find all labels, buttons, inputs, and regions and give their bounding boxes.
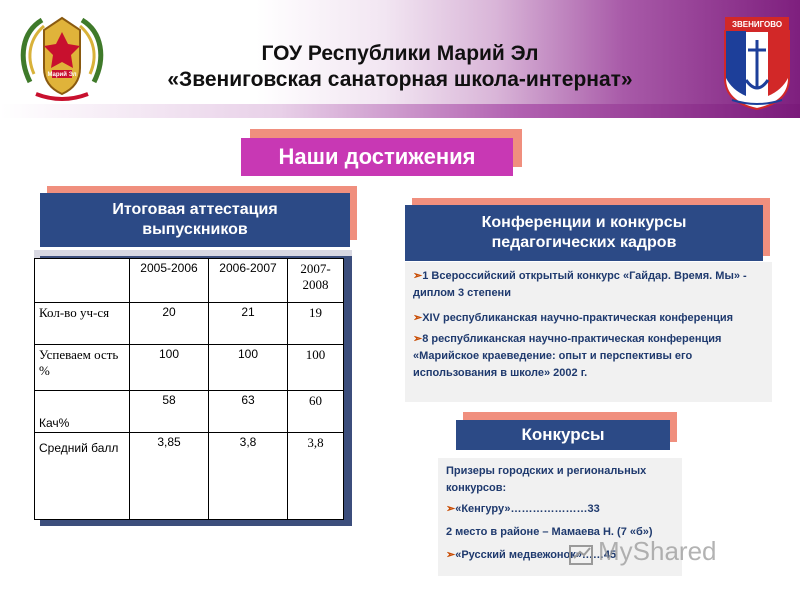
table-row (35, 303, 344, 345)
arrow-bullet-icon: ➢ (446, 549, 456, 562)
arrow-bullet-icon: ➢ (413, 312, 423, 325)
header-title-line2: «Звениговская санаторная школа-интернат» (167, 68, 633, 91)
conferences-heading: Конференции и конкурсы педагогических кадров (405, 205, 763, 261)
table-corner-cell (35, 259, 130, 303)
table-cell: 3,8 (209, 433, 288, 520)
table-cell: 100 (209, 345, 288, 391)
header-title-line1: ГОУ Республики Марий Эл (261, 42, 539, 65)
header-banner (0, 0, 800, 118)
table-cell: 19 (288, 303, 344, 345)
table-cell: 3,85 (130, 433, 209, 520)
table-cell: 60 (288, 391, 344, 433)
city-coat-of-arms (724, 16, 790, 110)
table-row (35, 391, 344, 433)
row-label: Средний балл (35, 433, 130, 520)
contests-intro: Призеры городских и региональных конкурсов: (446, 465, 647, 495)
conference-item: ➢XIV республиканская научно-практическая конференция (413, 312, 734, 325)
column-header: 2006-2007 (209, 259, 288, 303)
contest-item: ➢«Кенгуру»…………………33 (446, 503, 600, 516)
table-cell: 100 (130, 345, 209, 391)
arrow-bullet-icon: ➢ (413, 333, 423, 346)
column-header: 2005-2006 (130, 259, 209, 303)
arrow-bullet-icon: ➢ (446, 503, 456, 516)
conference-item: ➢1 Всероссийский открытый конкурс «Гайдар. Время. Мы» - диплом 3 степени (413, 270, 747, 300)
arms-caption: ЗВЕНИГОВО (731, 20, 783, 29)
row-label: Кач% (35, 391, 130, 433)
table-cell: 58 (130, 391, 209, 433)
table-cell: 100 (288, 345, 344, 391)
contest-item: ➢«Русский медвежонок»……45 (446, 549, 617, 562)
contest-place: 2 место в районе – Мамаева Н. (7 «б») (446, 526, 653, 539)
republic-emblem (16, 12, 108, 104)
table-cell: 3,8 (288, 433, 344, 520)
arrow-bullet-icon: ➢ (413, 270, 423, 282)
column-header: 2007-2008 (288, 259, 344, 303)
attestation-table (34, 258, 344, 520)
table-header-row (35, 259, 344, 303)
watermark-text: MyShared (598, 536, 717, 566)
emblem-caption: Марий Эл (47, 72, 77, 78)
table-row (35, 433, 344, 520)
watermark-icon (568, 540, 594, 566)
table-cell: 63 (209, 391, 288, 433)
achievements-title: Наши достижения (241, 138, 513, 176)
banner-stripe (0, 104, 800, 118)
conferences-panel (405, 262, 772, 402)
row-label: Успеваем ость % (35, 345, 130, 391)
table-row (35, 345, 344, 391)
table-cell: 20 (130, 303, 209, 345)
attestation-heading: Итоговая аттестация выпускников (40, 193, 350, 247)
contests-heading: Конкурсы (456, 420, 670, 450)
conference-item: ➢8 республиканская научно-практическая конференция «Марийское краеведение: опыт и перспективы его использования в школе» 2002 г. (413, 333, 722, 380)
table-cell: 21 (209, 303, 288, 345)
row-label: Кол-во уч-ся (35, 303, 130, 345)
